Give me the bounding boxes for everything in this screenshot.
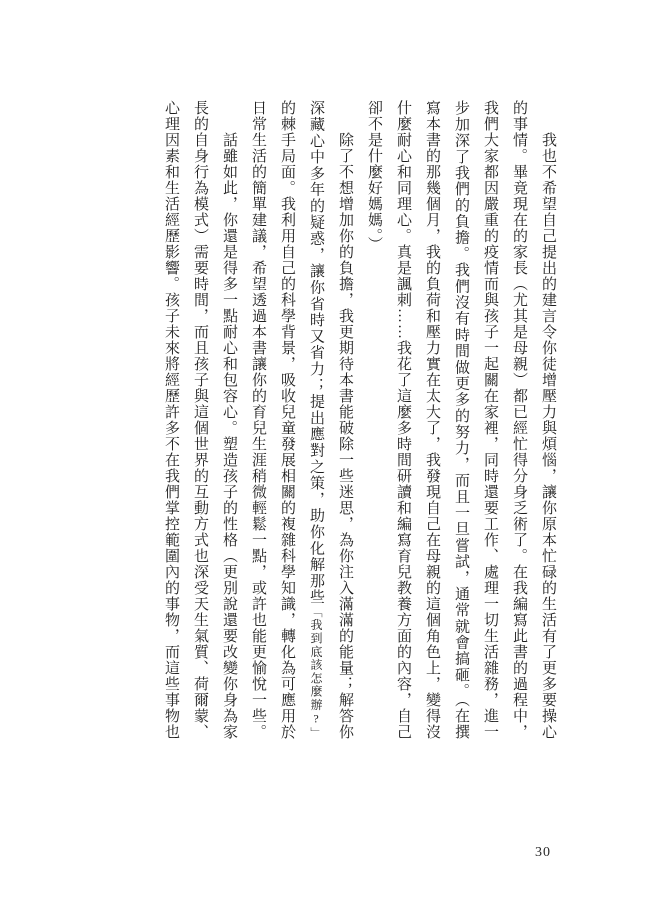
paragraph-3: 話雖如此，你還是得多一點耐心和包容心。塑造孩子的性格（更別說還要改變你身為家長的自身行為模式）需要時間，而且孩子與這個世界的互動方式也深受天生氣質、荷爾蒙、心理因素和生活經歷影響。孩子未來將經歷許多不在我們掌控範圍內的事物，而這些事物也 <box>163 100 237 740</box>
inline-small-quote: 「我到底該怎麼辦?」 <box>309 605 323 741</box>
page-number: 30 <box>535 845 551 860</box>
paragraph-2-tail: 的棘手局面。我利用自己的科學背景，吸收兒童發展相關的複雜科學知識，轉化為可應用於日常生活的簡單建議，希望透過本書讓你的育兒生涯稍微輕鬆一點，或許也能更愉悅一些。 <box>250 100 295 740</box>
paragraph-2 <box>243 100 359 740</box>
paragraph-1: 我也不希望自己提出的建言令你徒增壓力與煩惱，讓你原本忙碌的生活有了更多要操心的事情。畢竟現在的家長（尤其是母親）都已經忙得分身乏術了。在我編寫此書的過程中，我們大家都因嚴重的疫情而與孩子一起關在家裡，同時還要工作、處理一切生活雜務，進一步加深了我們的負擔。我們沒有時間做更多的努力，而且一旦嘗試，通常就會搞砸。（在撰寫本書的那幾個月，我的負荷和壓力實在太大了，我發現自己在母親的這個角色上，變得沒什麼耐心和同理心。真是諷刺……我花了這麼多時間研讀和編寫育兒教養方面的內容，自己卻不是什麼好媽媽。） <box>366 100 556 740</box>
paragraph-2-lead: 除了不想增加你的負擔，我更期待本書能破除一些迷思，為你注入滿滿的能量；解答你深藏心中多年的疑惑，讓你省時又省力；提出應對之策，助你化解那些 <box>308 100 353 740</box>
body-text <box>126 100 562 740</box>
